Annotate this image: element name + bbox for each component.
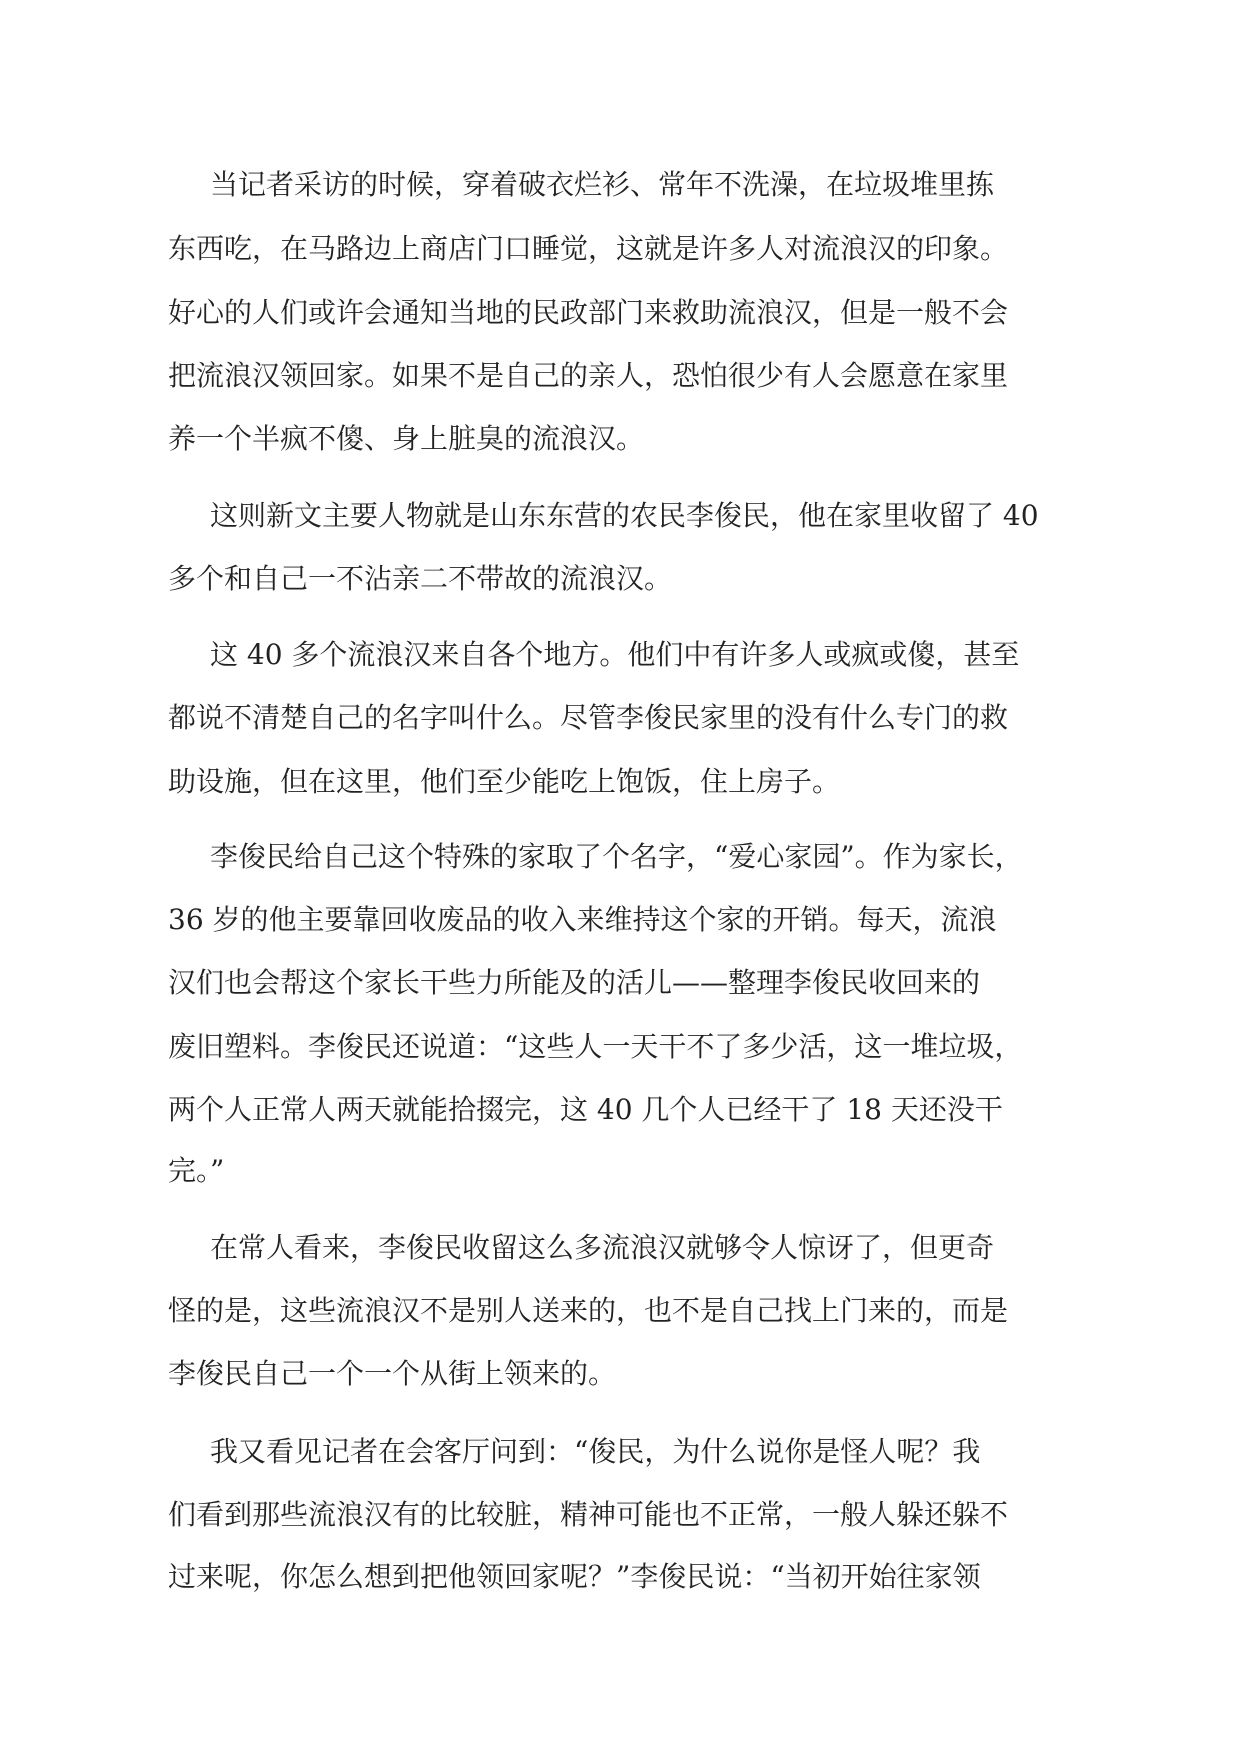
text-line: 们看到那些流浪汉有的比较脏，精神可能也不正常，一般人躲还躲不 — [168, 1498, 1009, 1531]
text-line: 助设施，但在这里，他们至少能吃上饱饭，住上房子。 — [168, 765, 841, 798]
text-line: 李俊民给自己这个特殊的家取了个名字，“爱心家园”。作为家长， — [210, 840, 1023, 873]
text-line: 36 岁的他主要靠回收废品的收入来维持这个家的开销。每天，流浪 — [168, 903, 997, 936]
text-line: 完。” — [168, 1154, 225, 1187]
text-line: 两个人正常人两天就能拾掇完，这 40 几个人已经干了 18 天还没干 — [168, 1093, 1003, 1126]
text-line: 废旧塑料。李俊民还说道：“这些人一天干不了多少活，这一堆垃圾， — [168, 1030, 1023, 1063]
text-line: 这 40 多个流浪汉来自各个地方。他们中有许多人或疯或傻，甚至 — [210, 638, 1020, 671]
text-line: 东西吃，在马路边上商店门口睡觉，这就是许多人对流浪汉的印象。 — [168, 232, 1009, 265]
text-line: 好心的人们或许会通知当地的民政部门来救助流浪汉，但是一般不会 — [168, 296, 1009, 329]
text-line: 这则新文主要人物就是山东东营的农民李俊民，他在家里收留了 40 — [210, 499, 1039, 532]
text-line: 在常人看来，李俊民收留这么多流浪汉就够令人惊讶了，但更奇 — [210, 1231, 995, 1264]
text-line: 汉们也会帮这个家长干些力所能及的活儿——整理李俊民收回来的 — [168, 966, 981, 999]
text-line: 怪的是，这些流浪汉不是别人送来的，也不是自己找上门来的，而是 — [168, 1294, 1009, 1327]
text-line: 把流浪汉领回家。如果不是自己的亲人，恐怕很少有人会愿意在家里 — [168, 359, 1009, 392]
text-line: 我又看见记者在会客厅问到：“俊民，为什么说你是怪人呢？我 — [210, 1435, 981, 1468]
text-line: 当记者采访的时候，穿着破衣烂衫、常年不洗澡，在垃圾堆里拣 — [210, 168, 995, 201]
text-line: 多个和自己一不沾亲二不带故的流浪汉。 — [168, 562, 673, 595]
text-line: 过来呢，你怎么想到把他领回家呢？”李俊民说：“当初开始往家领 — [168, 1560, 981, 1593]
text-line: 李俊民自己一个一个从街上领来的。 — [168, 1357, 617, 1390]
text-line: 养一个半疯不傻、身上脏臭的流浪汉。 — [168, 422, 645, 455]
text-line: 都说不清楚自己的名字叫什么。尽管李俊民家里的没有什么专门的救 — [168, 701, 1009, 734]
